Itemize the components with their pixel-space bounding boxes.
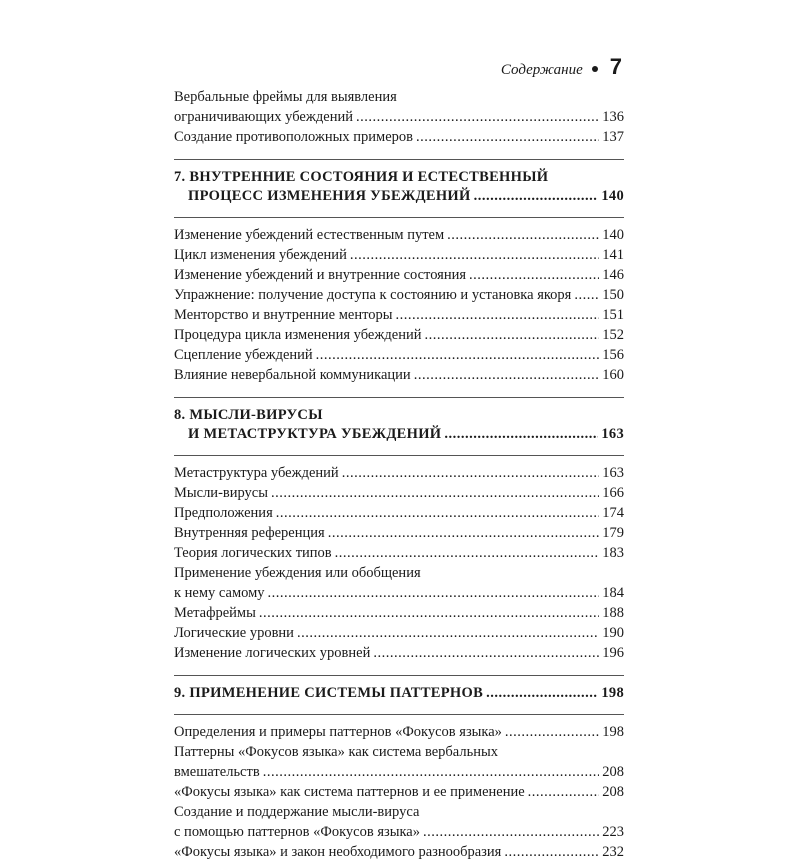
toc-entry[interactable] bbox=[174, 584, 624, 603]
toc-entry-text: Влияние невербальной коммуникации bbox=[174, 367, 411, 383]
toc-entry-text: Создание противоположных примеров bbox=[174, 129, 414, 145]
toc-entry[interactable] bbox=[174, 624, 624, 643]
toc-page-number: 160 bbox=[602, 367, 624, 383]
toc-entry[interactable] bbox=[174, 246, 624, 265]
toc-entry[interactable] bbox=[174, 763, 624, 782]
toc-page-number: 136 bbox=[602, 109, 624, 125]
toc-entry[interactable] bbox=[174, 306, 624, 325]
chapter-heading[interactable] bbox=[174, 425, 624, 443]
toc-page-number: 137 bbox=[602, 129, 624, 145]
toc-entry-text: вмешательств bbox=[174, 763, 260, 780]
toc-entry-text: «Фокусы языка» и закон необходимого разнообразия bbox=[174, 843, 502, 860]
section-divider bbox=[174, 217, 624, 218]
toc-page-number: 156 bbox=[602, 347, 624, 363]
toc-entry[interactable] bbox=[174, 108, 624, 127]
section-divider bbox=[174, 397, 624, 398]
dot-leader bbox=[444, 425, 598, 443]
toc-page-number: 208 bbox=[602, 783, 624, 800]
toc-page-number: 223 bbox=[602, 823, 624, 840]
running-header-title: Содержание bbox=[500, 62, 583, 78]
chapter-heading[interactable] bbox=[174, 684, 624, 702]
toc-page-number: 179 bbox=[602, 525, 624, 541]
toc-entry[interactable] bbox=[174, 226, 624, 245]
toc-page-number: 152 bbox=[602, 327, 624, 343]
chapter-title-text: 9. ПРИМЕНЕНИЕ СИСТЕМЫ ПАТТЕРНОВ bbox=[174, 684, 484, 701]
chapter-title-line bbox=[174, 168, 624, 186]
dot-leader bbox=[356, 108, 599, 127]
toc-page-number: 183 bbox=[602, 545, 624, 561]
dot-leader bbox=[342, 464, 600, 483]
toc-entry[interactable] bbox=[174, 823, 624, 842]
chapter-title-text: 8. МЫСЛИ-ВИРУСЫ bbox=[174, 406, 323, 423]
toc-entry-line bbox=[174, 743, 624, 762]
toc-entry-text: Процедура цикла изменения убеждений bbox=[174, 327, 422, 343]
toc-entry-text: Цикл изменения убеждений bbox=[174, 247, 347, 263]
toc-page-number: 184 bbox=[602, 585, 624, 601]
toc-entry-text: Создание и поддержание мысли-вируса bbox=[174, 803, 420, 820]
chapter-page-number: 198 bbox=[601, 684, 624, 701]
toc-page-number: 208 bbox=[602, 763, 624, 780]
section-divider bbox=[174, 455, 624, 456]
toc-entry-text: Сцепление убеждений bbox=[174, 347, 313, 363]
dot-leader bbox=[447, 226, 599, 245]
dot-leader bbox=[271, 484, 599, 503]
dot-leader bbox=[276, 504, 600, 523]
toc-entry-line bbox=[174, 564, 624, 583]
toc-entry[interactable] bbox=[174, 723, 624, 742]
dot-leader bbox=[268, 584, 600, 603]
chapter-page-number: 140 bbox=[601, 188, 624, 204]
dot-leader bbox=[486, 684, 598, 702]
dot-leader bbox=[414, 366, 600, 385]
toc-entry[interactable] bbox=[174, 783, 624, 802]
toc-entry[interactable] bbox=[174, 504, 624, 523]
toc-entry-text: Метафреймы bbox=[174, 605, 256, 621]
table-of-contents bbox=[174, 88, 624, 863]
toc-page-number: 141 bbox=[602, 247, 624, 263]
toc-page-number: 188 bbox=[602, 605, 624, 621]
toc-entry[interactable] bbox=[174, 346, 624, 365]
toc-entry[interactable] bbox=[174, 544, 624, 563]
section-divider bbox=[174, 714, 624, 715]
toc-entry-text: Применение убеждения или обобщения bbox=[174, 565, 421, 581]
toc-entry-text: Внутренняя референция bbox=[174, 525, 325, 541]
toc-page-number: 166 bbox=[602, 485, 624, 501]
chapter-page-number: 163 bbox=[601, 426, 624, 442]
chapter-title-text: И МЕТАСТРУКТУРА УБЕЖДЕНИЙ bbox=[188, 426, 442, 442]
chapter-heading[interactable] bbox=[174, 187, 624, 205]
toc-entry[interactable] bbox=[174, 366, 624, 385]
dot-leader bbox=[528, 783, 600, 802]
section-divider bbox=[174, 675, 624, 676]
toc-entry-text: Определения и примеры паттернов «Фокусов языка» bbox=[174, 723, 502, 740]
toc-entry-text: к нему самому bbox=[174, 585, 265, 601]
toc-page-number: 146 bbox=[602, 267, 624, 283]
dot-leader bbox=[350, 246, 599, 265]
toc-entry-text: Изменение логических уровней bbox=[174, 645, 371, 661]
toc-entry[interactable] bbox=[174, 266, 624, 285]
toc-entry-text: Менторство и внутренние менторы bbox=[174, 307, 393, 323]
toc-entry[interactable] bbox=[174, 843, 624, 862]
toc-page-number: 198 bbox=[602, 723, 624, 740]
dot-leader bbox=[297, 624, 599, 643]
toc-entry[interactable] bbox=[174, 326, 624, 345]
toc-entry[interactable] bbox=[174, 484, 624, 503]
toc-entry-text: Паттерны «Фокусов языка» как система вербальных bbox=[174, 743, 498, 760]
toc-entry[interactable] bbox=[174, 286, 624, 305]
dot-leader bbox=[395, 306, 599, 325]
dot-leader bbox=[259, 604, 599, 623]
toc-entry-text: ограничивающих убеждений bbox=[174, 109, 353, 125]
dot-leader bbox=[316, 346, 600, 365]
toc-entry-text: Вербальные фреймы для выявления bbox=[174, 89, 397, 105]
page-number: 7 bbox=[609, 54, 622, 79]
dot-leader bbox=[328, 524, 600, 543]
toc-entry-text: Изменение убеждений естественным путем bbox=[174, 227, 445, 243]
toc-page-number: 190 bbox=[602, 625, 624, 641]
dot-leader bbox=[574, 286, 599, 305]
toc-entry-text: Теория логических типов bbox=[174, 545, 332, 561]
toc-page-number: 150 bbox=[602, 287, 624, 303]
dot-leader bbox=[505, 723, 599, 742]
dot-leader bbox=[424, 326, 599, 345]
section-divider bbox=[174, 159, 624, 160]
dot-leader bbox=[416, 128, 599, 147]
toc-page-number: 232 bbox=[602, 843, 624, 860]
toc-page-number: 151 bbox=[602, 307, 624, 323]
toc-page-number: 163 bbox=[602, 465, 624, 481]
toc-entry-text: Упражнение: получение доступа к состоянию и установка якоря bbox=[174, 287, 572, 303]
dot-leader bbox=[423, 823, 599, 842]
toc-entry-text: Предположения bbox=[174, 505, 273, 521]
toc-page-number: 196 bbox=[602, 645, 624, 661]
chapter-title-text: 7. ВНУТРЕННИЕ СОСТОЯНИЯ И ЕСТЕСТВЕННЫЙ bbox=[174, 168, 549, 185]
toc-entry[interactable] bbox=[174, 464, 624, 483]
dot-leader bbox=[263, 763, 600, 782]
bullet-icon bbox=[592, 66, 598, 72]
toc-entry-text: Логические уровни bbox=[174, 625, 294, 641]
toc-entry[interactable] bbox=[174, 524, 624, 543]
toc-entry-line bbox=[174, 88, 624, 107]
dot-leader bbox=[373, 644, 599, 663]
toc-entry-text: «Фокусы языка» как система паттернов и ее применение bbox=[174, 783, 525, 800]
toc-entry[interactable] bbox=[174, 644, 624, 663]
dot-leader bbox=[469, 266, 599, 285]
toc-entry[interactable] bbox=[174, 604, 624, 623]
toc-entry-text: с помощью паттернов «Фокусов языка» bbox=[174, 823, 420, 840]
toc-entry-line bbox=[174, 803, 624, 822]
toc-entry-text: Мысли-вирусы bbox=[174, 485, 268, 501]
dot-leader bbox=[504, 843, 599, 862]
toc-entry[interactable] bbox=[174, 128, 624, 147]
running-header bbox=[501, 54, 622, 78]
dot-leader bbox=[474, 187, 599, 205]
toc-entry-text: Изменение убеждений и внутренние состояния bbox=[174, 267, 467, 283]
toc-page-number: 140 bbox=[602, 227, 624, 243]
dot-leader bbox=[335, 544, 600, 563]
toc-entry-text: Метаструктура убеждений bbox=[174, 465, 339, 481]
chapter-title-text: ПРОЦЕСС ИЗМЕНЕНИЯ УБЕЖДЕНИЙ bbox=[188, 188, 471, 204]
toc-page-number: 174 bbox=[602, 505, 624, 521]
chapter-title-line bbox=[174, 406, 624, 424]
